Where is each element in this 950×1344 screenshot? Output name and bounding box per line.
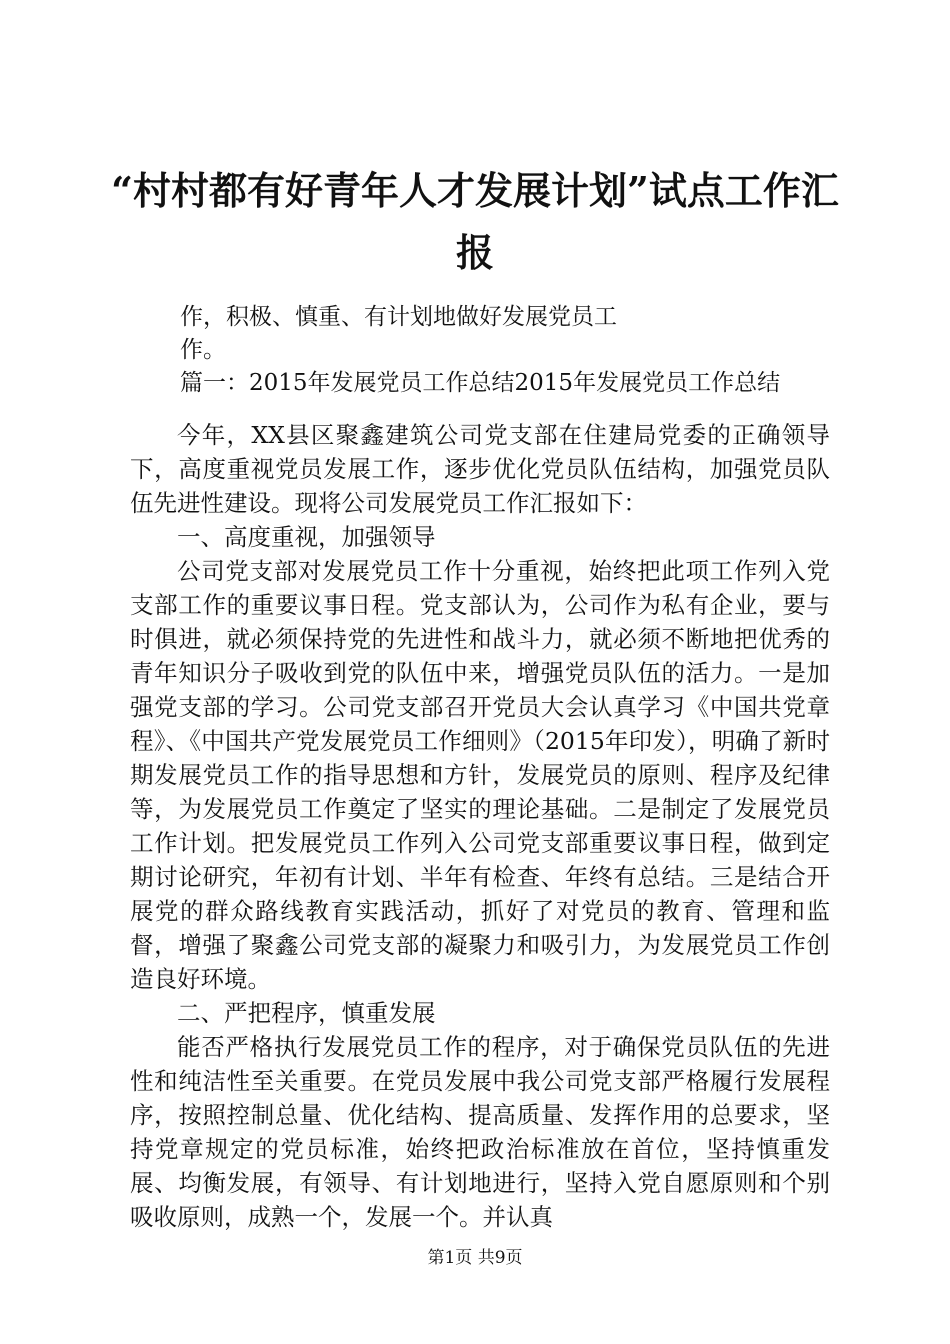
section-heading-1: 一、高度重视，加强领导 xyxy=(177,523,436,551)
intro-line-1: 作，积极、慎重、有计划地做好发展党员工 xyxy=(180,304,617,330)
document-title-line-2: 报 xyxy=(455,230,494,275)
paragraph-2: 公司党支部对发展党员工作十分重视，始终把此项工作列入党支部工作的重要议事日程。党支部认为，公司作为私有企业，要与时俱进，就必须保持党的先进性和战斗力，就必须不断地把优秀的青年知识分子吸收到党的队伍中来，增强党员队伍的活力。一是加强党支部的学习。公司党支部召开党员大会认真学习《中国共党章程》、《中国共产党发展党员工作细则》（2015年印发），明确了新时期发展党员工作的指导思想和方针，发展党员的原则、程序及纪律等，为发展党员工作奠定了坚实的理论基础。二是制定了发展党员工作计划。把发展党员工作列入公司党支部重要议事日程，做到定期讨论研究，年初有计划、半年有检查、年终有总结。三是结合开展党的群众路线教育实践活动，抓好了对党员的教育、管理和监督，增强了聚鑫公司党支部的凝聚力和吸引力，为发展党员工作创造良好环境。 xyxy=(130,557,830,993)
intro-line-3: 篇一：2015年发展党员工作总结2015年发展党员工作总结 xyxy=(180,370,781,396)
intro-line-2: 作。 xyxy=(180,337,226,363)
document-body xyxy=(130,418,830,1234)
section-heading-2: 二、严把程序，慎重发展 xyxy=(177,999,436,1027)
page-footer: 第1页 共9页 xyxy=(427,1248,523,1268)
document-title-line-1: “村村都有好青年人才发展计划”试点工作汇 xyxy=(111,168,839,213)
paragraph-3: 能否严格执行发展党员工作的程序，对于确保党员队伍的先进性和纯洁性至关重要。在党员发展中我公司党支部严格履行发展程序，按照控制总量、优化结构、提高质量、发挥作用的总要求，坚持党章规定的党员标准，始终把政治标准放在首位，坚持慎重发展、均衡发展，有领导、有计划地进行，坚持入党自愿原则和个别吸收原则，成熟一个，发展一个。并认真 xyxy=(130,1033,830,1231)
paragraph-1: 今年，XX县区聚鑫建筑公司党支部在住建局党委的正确领导下，高度重视党员发展工作，逐步优化党员队伍结构，加强党员队伍先进性建设。现将公司发展党员工作汇报如下： xyxy=(130,421,830,517)
